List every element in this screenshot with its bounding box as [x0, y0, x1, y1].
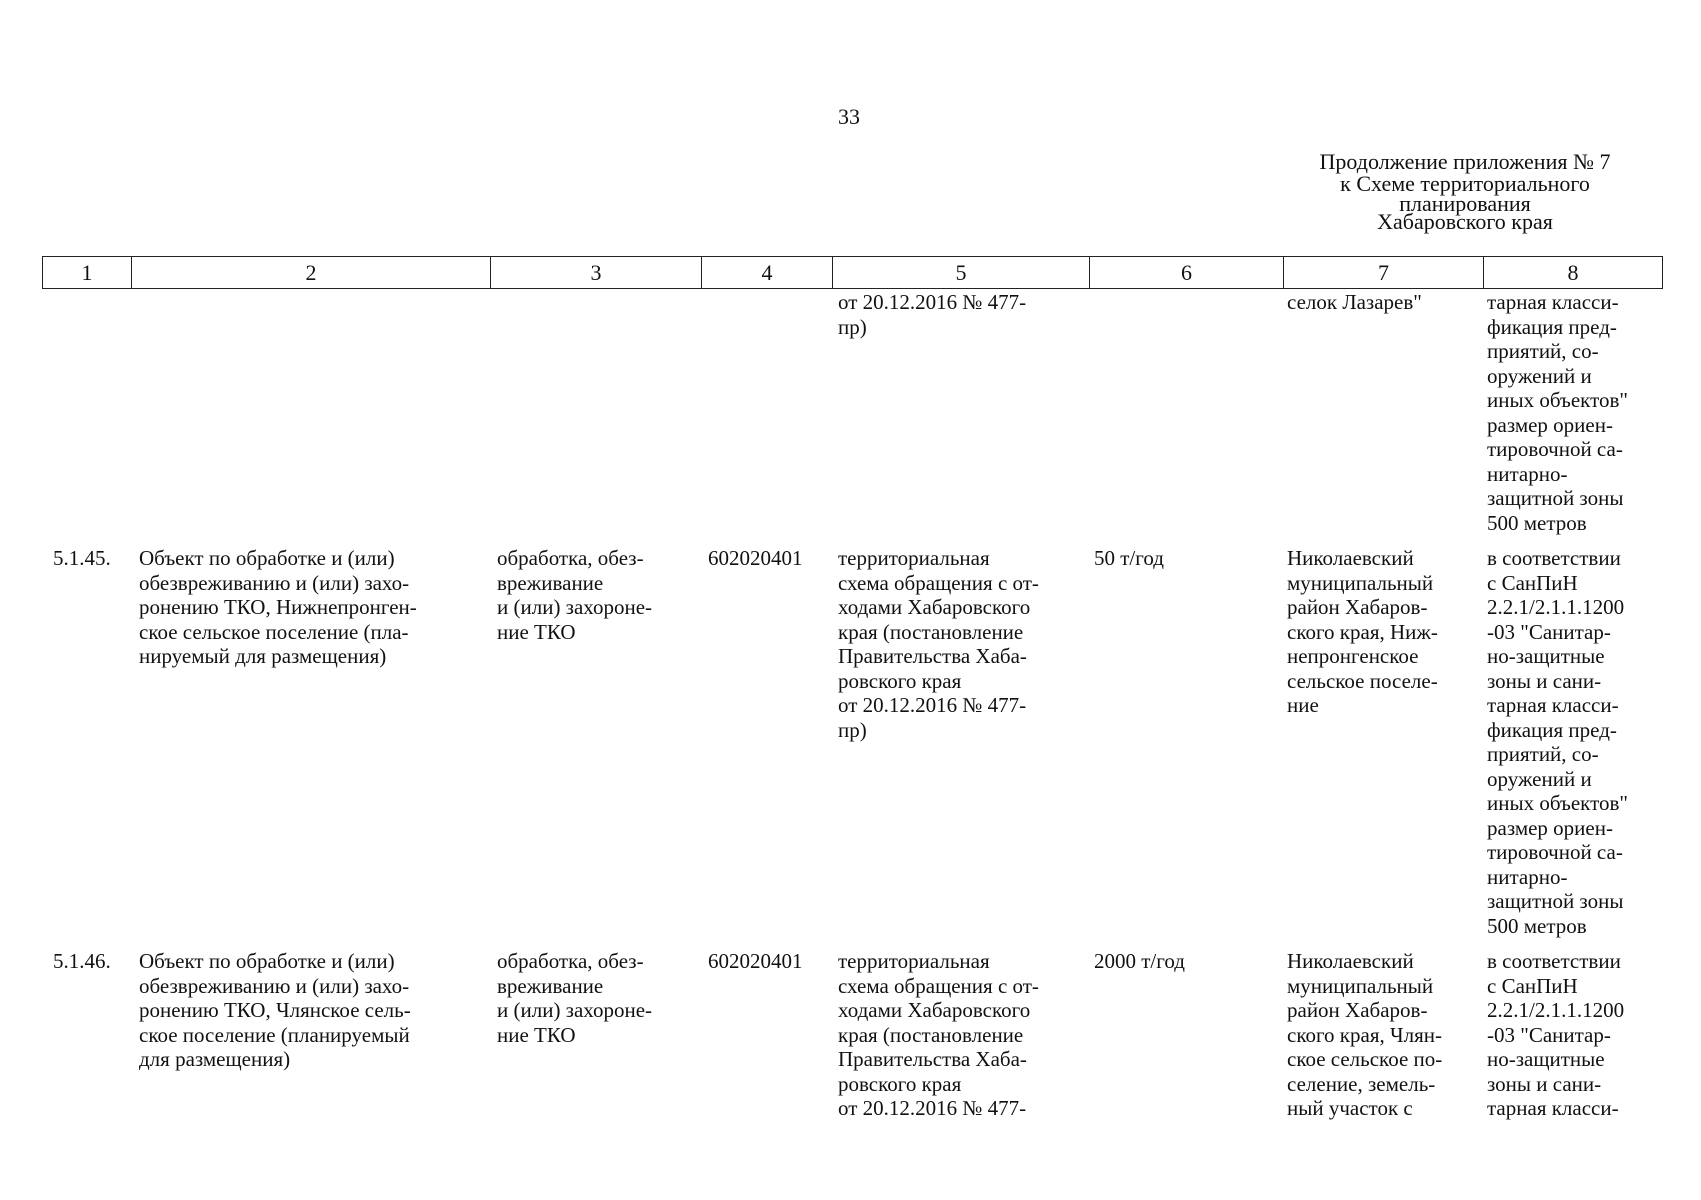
- appendix-line-1: Продолжение приложения № 7: [1319, 149, 1611, 174]
- row-basis: территориальная схема обращения с от- ходами Хабаровского края (постановление Правительства Хаба- ровского края от 20.12.2016 № 477- пр): [838, 546, 1039, 742]
- appendix-line-4: Хабаровского края: [1377, 209, 1553, 234]
- column-header-8: 8: [1484, 257, 1663, 289]
- appendix-header: [1270, 149, 1660, 234]
- row-code: 602020401: [708, 949, 803, 973]
- appendix-line-2: к Схеме территориального: [1340, 171, 1590, 196]
- column-header-5: 5: [833, 257, 1090, 289]
- row-capacity: 50 т/год: [1094, 546, 1164, 570]
- row-basis: территориальная схема обращения с от- ходами Хабаровского края (постановление Правительства Хаба- ровского края от 20.12.2016 № 477-: [838, 949, 1039, 1120]
- continuation-zone: тарная класси- фикация пред- приятий, со- оружений и иных объектов" размер ориен- тировочной са- нитарно- защитной зоны 500 метров: [1487, 290, 1628, 535]
- column-header-6: 6: [1090, 257, 1284, 289]
- row-number: 5.1.45.: [53, 546, 111, 570]
- appendix-line-3: планирования: [1399, 191, 1531, 216]
- row-purpose: обработка, обез- вреживание и (или) захороне- ние ТКО: [497, 546, 653, 644]
- row-zone: в соответствии с СанПиН 2.2.1/2.1.1.1200 -03 "Санитар- но-защитные зоны и сани- тарная класси-: [1487, 949, 1625, 1120]
- column-header-4: 4: [702, 257, 833, 289]
- row-object: Объект по обработке и (или) обезвреживанию и (или) захо- ронению ТКО, Члянское сель- ское поселение (планируемый для размещения): [139, 949, 411, 1071]
- column-header-1: 1: [43, 257, 132, 289]
- column-header-7: 7: [1284, 257, 1484, 289]
- column-header-2: 2: [132, 257, 491, 289]
- row-purpose: обработка, обез- вреживание и (или) захороне- ние ТКО: [497, 949, 653, 1047]
- row-code: 602020401: [708, 546, 803, 570]
- row-object: Объект по обработке и (или) обезвреживанию и (или) захо- ронению ТКО, Нижнепронген- ское сельское поселение (пла- нируемый для размещения): [139, 546, 417, 668]
- row-location: Николаевский муниципальный район Хабаров- ского края, Члян- ское сельское по- селение, земель- ный участок с: [1287, 949, 1443, 1120]
- continuation-basis: от 20.12.2016 № 477- пр): [838, 290, 1027, 339]
- row-zone: в соответствии с СанПиН 2.2.1/2.1.1.1200 -03 "Санитар- но-защитные зоны и сани- тарная класси- фикация пред- приятий, со- оружений и иных объектов" размер ориен- тировочной са- нитарно- защитной зоны 500 метров: [1487, 546, 1628, 938]
- row-number: 5.1.46.: [53, 949, 111, 973]
- row-location: Николаевский муниципальный район Хабаров- ского края, Ниж- непронгенское сельское поселе- ние: [1287, 546, 1438, 717]
- page-number: 33: [838, 104, 860, 129]
- continuation-location: селок Лазарев": [1287, 290, 1422, 314]
- row-capacity: 2000 т/год: [1094, 949, 1185, 973]
- column-header-3: 3: [491, 257, 702, 289]
- column-header-row: [42, 256, 1663, 289]
